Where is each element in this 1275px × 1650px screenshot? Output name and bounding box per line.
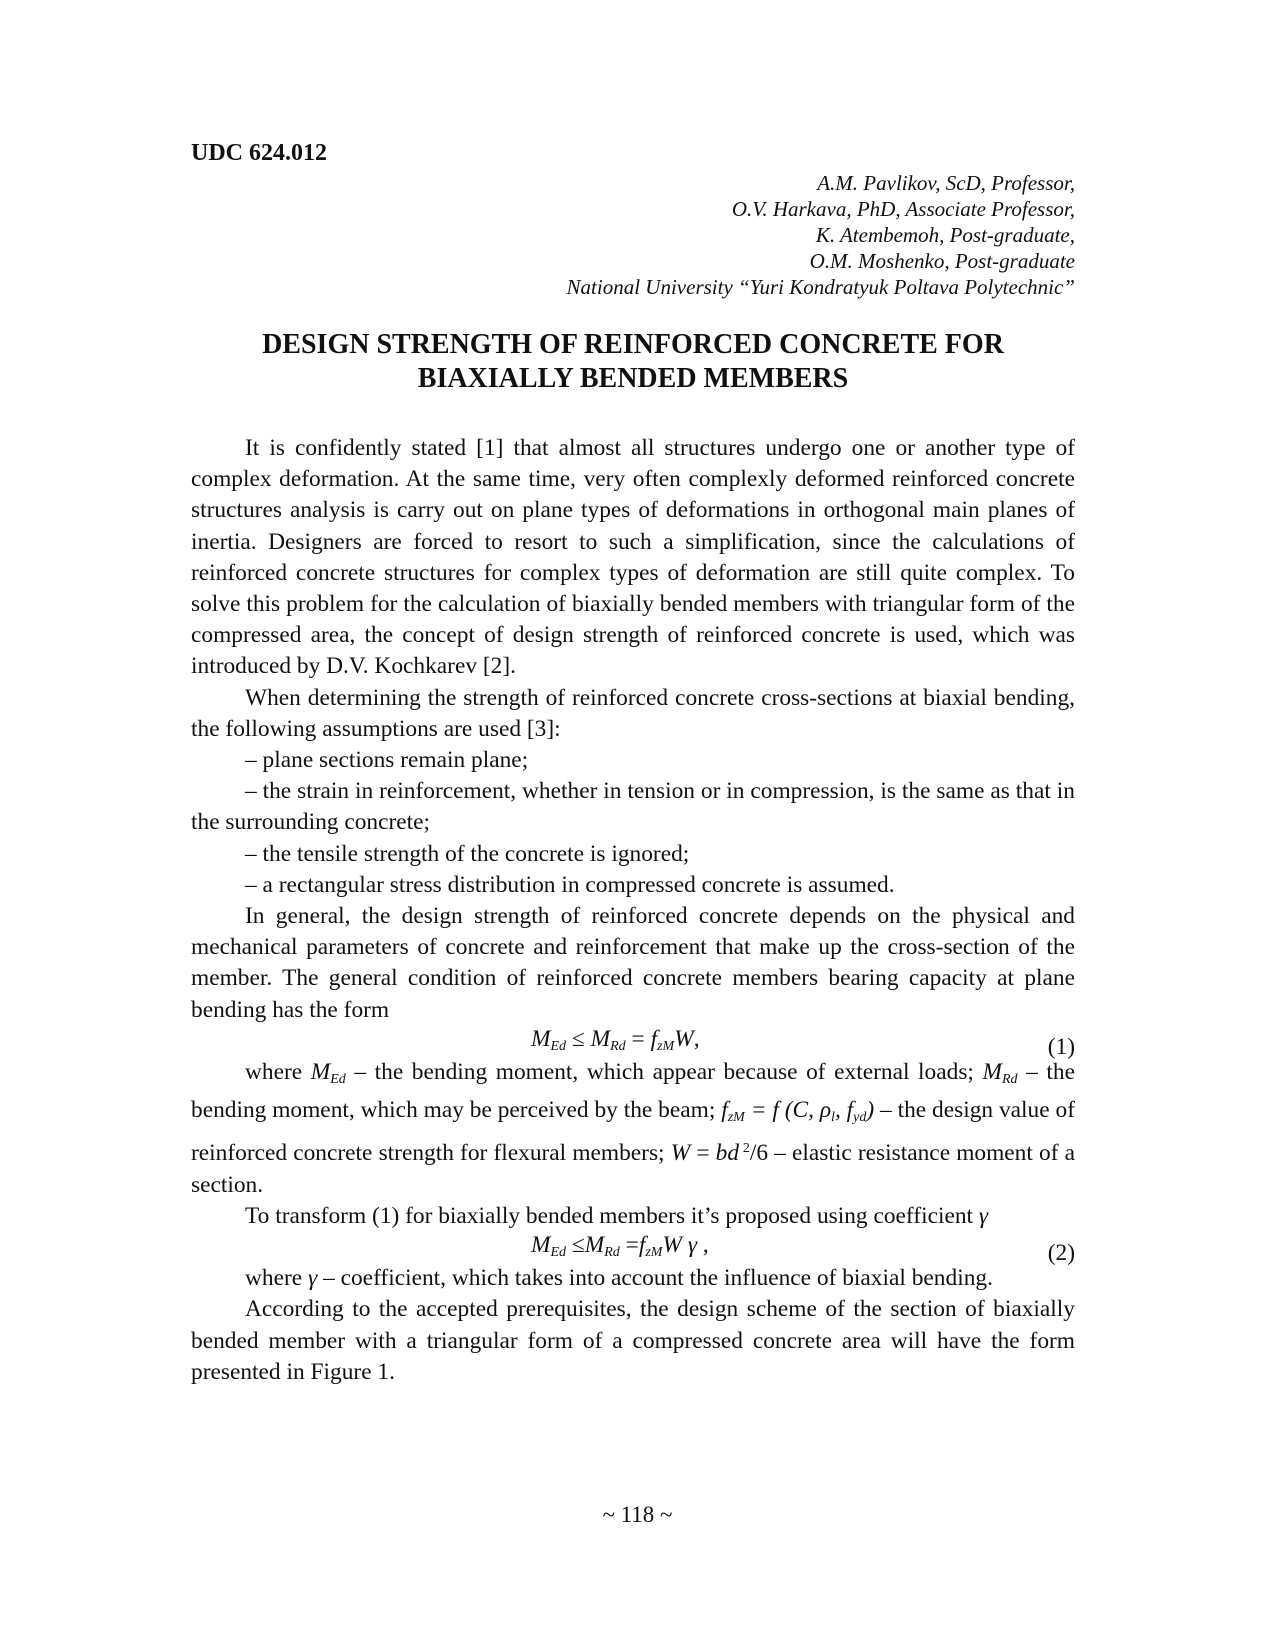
paragraph-intro: It is confidently stated [1] that almost all structures undergo one or another type of complex deformation. At the same time, very often complexly deformed reinforced concrete structures analysis is carry out on plane types of deformations in orthogonal main planes of inertia. Designers are forced to resort to such a simplification, since the calculations of reinforced concrete structures for complex types of deformation are still quite complex. To solve this problem for the calculation of biaxially bended members with triangular form of the compressed area, the concept of design strength of reinforced concrete is used, which was introduced by D.V. Kochkarev [2]. (191, 435, 1075, 680)
page-number: ~ 118 ~ (602, 1502, 673, 1527)
paragraph-figure-ref: According to the accepted prerequisites, the design scheme of the section of biaxially bended member with a triangular form of a compressed concrete area will have the form presented in Figure 1. (191, 1296, 1075, 1385)
title-line-2: BIAXIALLY BENDED MEMBERS (417, 363, 849, 394)
udc-code: UDC 624.012 (191, 140, 327, 166)
equation-2-formula: $M_{Ed} \le M_{Rd} =f_{zM}W$ γ , (531, 1232, 709, 1261)
body-text (191, 433, 1075, 1388)
author-line: O.M. Moshenko, Post-graduate (809, 249, 1075, 273)
paragraph-where-1: where $M_{Ed}$ – the bending moment, which appear because of external loads; $M_{Rd}$ – the bending moment, which may be perceived by the beam; $f_{zM} = f$ (C, $\rho_l$, $f_{yd}$) – the design value of reinforced concrete strength for flexural members; W = bd $^2$/6 – elastic resistance moment of a section. (191, 1059, 1075, 1198)
assumption-item: – plane sections remain plane; (245, 747, 529, 774)
author-block (375, 170, 1075, 300)
equation-1-formula: $M_{Ed} \le M_{Rd} = f_{zM}W$, (531, 1025, 700, 1054)
paragraph-general: In general, the design strength of reinforced concrete depends on the physical and mechanical parameters of concrete and reinforcement that make up the cross-section of the member. The general condition of reinforced concrete members bearing capacity at plane bending has the form (191, 903, 1075, 1023)
paragraph-where-2: where γ – coefficient, which takes into account the influence of biaxial bending. (245, 1265, 993, 1292)
equation-2 (191, 1232, 1075, 1267)
paragraph-transform: To transform (1) for biaxially bended members it’s proposed using coefficient γ (245, 1202, 989, 1229)
paper-title (191, 328, 1075, 396)
author-line: O.V. Harkava, PhD, Associate Professor, (731, 197, 1075, 221)
author-line: A.M. Pavlikov, ScD, Professor, (817, 171, 1075, 195)
assumption-item: – the strain in reinforcement, whether in tension or in compression, is the same as that in the surrounding concrete; (191, 778, 1075, 836)
equation-1-number: (1) (1047, 1033, 1075, 1060)
equation-2-number: (2) (1047, 1240, 1075, 1267)
assumption-item: – a rectangular stress distribution in compressed concrete is assumed. (245, 871, 895, 898)
title-line-1: DESIGN STRENGTH OF REINFORCED CONCRETE FOR (262, 329, 1004, 360)
assumption-item: – the tensile strength of the concrete is ignored; (245, 840, 690, 867)
author-line: K. Atembemoh, Post-graduate, (815, 223, 1075, 247)
affiliation: National University “Yuri Kondratyuk Poltava Polytechnic” (566, 275, 1075, 299)
equation-1 (191, 1025, 1075, 1060)
paragraph-assumptions: When determining the strength of reinforced concrete cross-sections at biaxial bending, the following assumptions are used [3]: (191, 684, 1075, 742)
